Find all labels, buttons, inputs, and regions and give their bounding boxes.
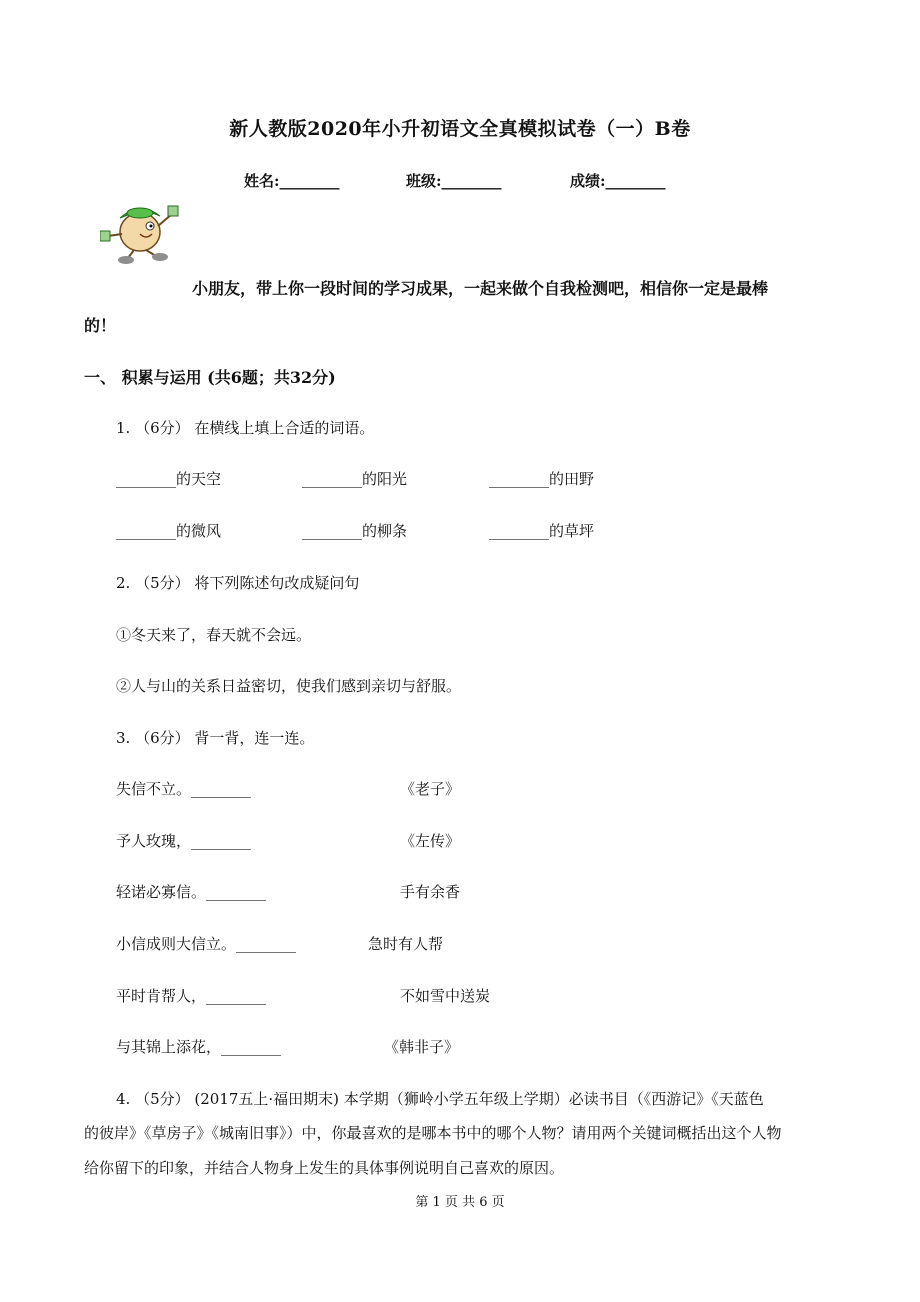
q1-blank: ________的草坪 — [489, 522, 595, 540]
q3-left-item: 与其锦上添花，________ — [116, 1038, 282, 1056]
q3-right-item: 《左传》 — [400, 832, 461, 850]
question-1-stem: 1. （6分） 在横线上填上合适的词语。 — [116, 419, 375, 437]
class-field: 班级:________ — [406, 172, 502, 190]
score-field: 成绩:________ — [570, 172, 666, 190]
q1-blank: ________的天空 — [116, 470, 222, 488]
intro-line-2: 的！ — [84, 316, 117, 335]
q1-blank: ________的阳光 — [302, 470, 408, 488]
mascot-illustration — [100, 196, 190, 266]
q3-right-item: 急时有人帮 — [368, 935, 444, 953]
q3-left-item: 小信成则大信立。________ — [116, 935, 297, 953]
question-2-stem: 2. （5分） 将下列陈述句改成疑问句 — [116, 574, 360, 592]
question-3-stem: 3. （6分） 背一背，连一连。 — [116, 729, 315, 747]
name-field: 姓名:________ — [244, 172, 340, 190]
q1-blank: ________的柳条 — [302, 522, 408, 540]
q2-item: ②人与山的关系日益密切，使我们感到亲切与舒服。 — [116, 677, 462, 695]
section-heading: 一、 积累与运用 (共6题；共32分) — [84, 368, 336, 387]
question-4-line-1: 4. （5分） (2017五上·福田期末) 本学期（狮岭小学五年级上学期）必读书目（《西游记》《天蓝色 — [116, 1090, 764, 1108]
q3-right-item: 《老子》 — [400, 780, 461, 798]
q3-left-item: 平时肯帮人，________ — [116, 987, 267, 1005]
q3-left-item: 失信不立。________ — [116, 780, 252, 798]
q1-blank: ________的田野 — [489, 470, 595, 488]
q3-right-item: 不如雪中送炭 — [400, 987, 491, 1005]
question-4-line-3: 给你留下的印象，并结合人物身上发生的具体事例说明自己喜欢的原因。 — [84, 1159, 565, 1177]
page-title: 新人教版2020年小升初语文全真模拟试卷（一）B卷 — [229, 118, 691, 140]
q1-blank: ________的微风 — [116, 522, 222, 540]
intro-line-1: 小朋友，带上你一段时间的学习成果，一起来做个自我检测吧，相信你一定是最棒 — [192, 279, 769, 298]
q3-left-item: 予人玫瑰，________ — [116, 832, 252, 850]
q3-right-item: 《韩非子》 — [384, 1038, 460, 1056]
q3-right-item: 手有余香 — [400, 883, 461, 901]
q2-item: ①冬天来了，春天就不会远。 — [116, 626, 312, 644]
page-footer: 第 1 页 共 6 页 — [415, 1195, 505, 1210]
question-4-line-2: 的彼岸》《草房子》《城南旧事》）中，你最喜欢的是哪本书中的哪个人物？请用两个关键词概括出这个人物 — [84, 1124, 782, 1142]
q3-left-item: 轻诺必寡信。________ — [116, 883, 267, 901]
